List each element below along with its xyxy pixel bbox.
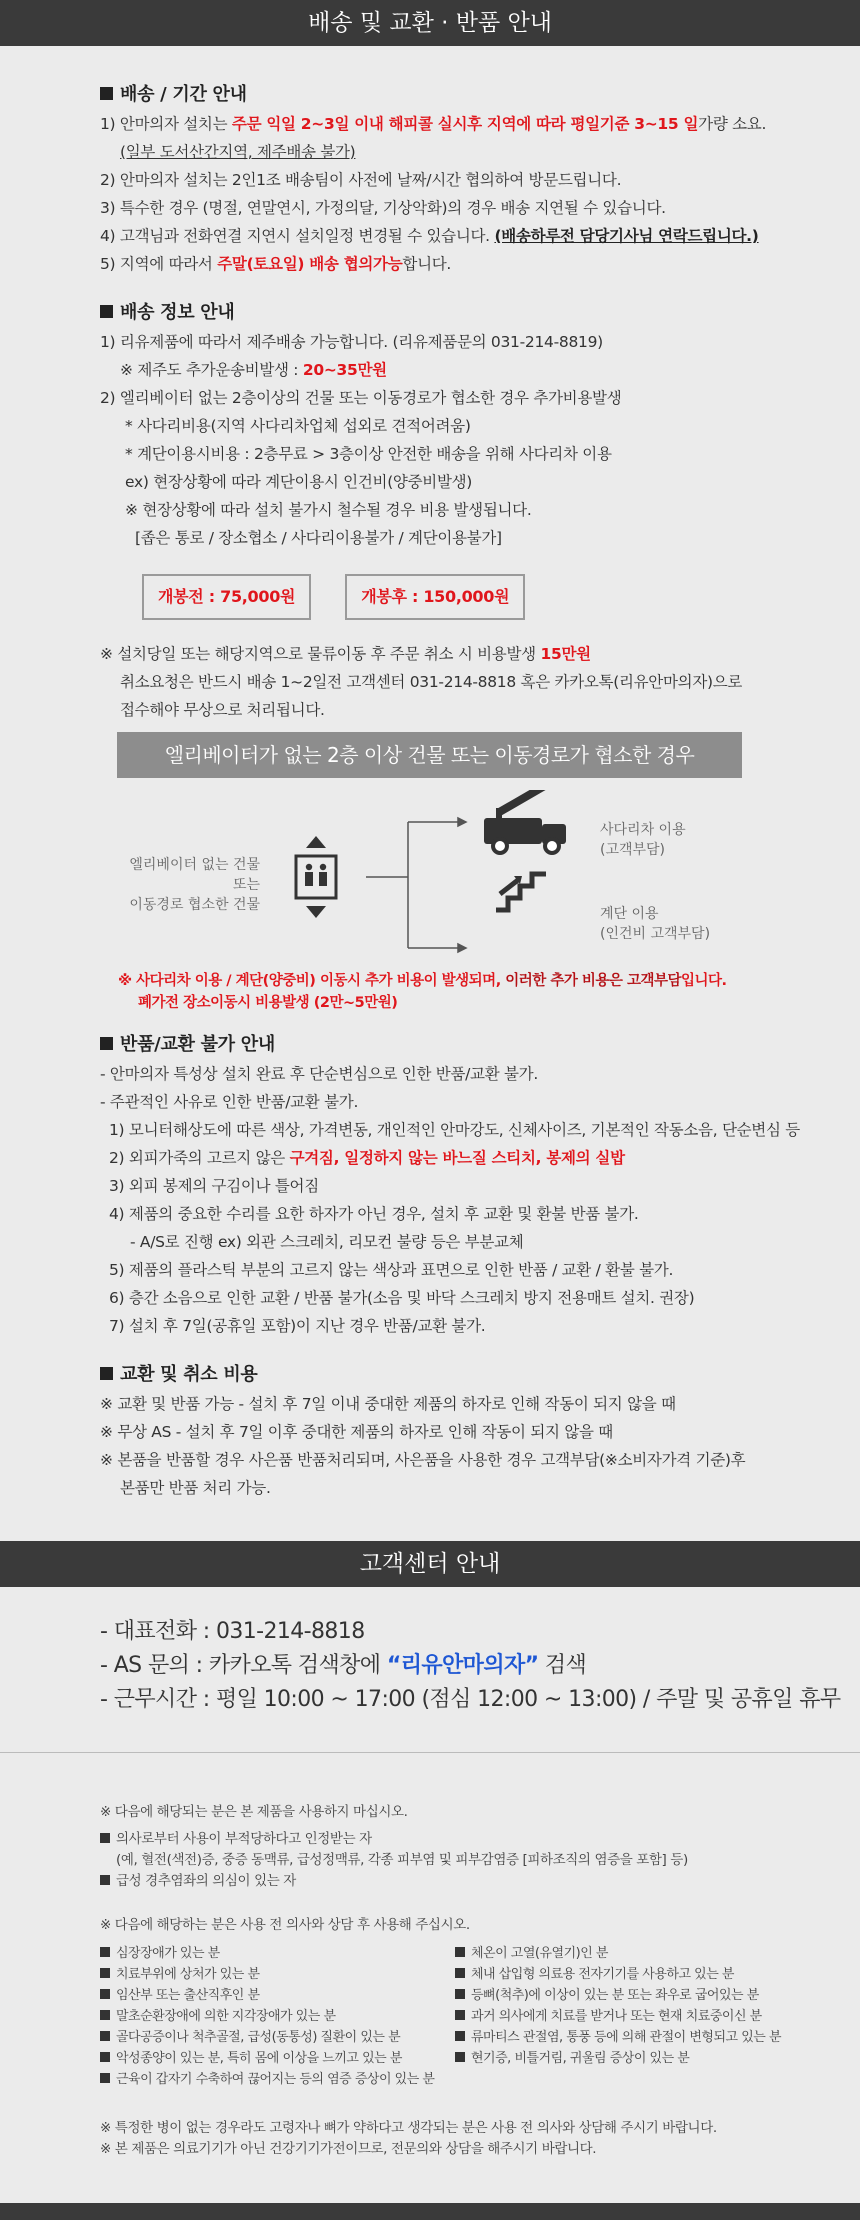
- caution-list-left: [100, 1943, 455, 2090]
- delivery-info-line-2: 2) 엘리베이터 없는 2층이상의 건물 또는 이동경로가 협소한 경우 추가비용발생: [100, 389, 622, 407]
- list-item: 등뼈(척추)에 이상이 있는 분 또는 좌우로 굽어있는 분: [455, 1985, 810, 2006]
- cancel-fee-note: ※ 설치당일 또는 해당지역으로 물류이동 후 주문 취소 시 비용발생 15만원: [100, 645, 591, 663]
- square-bullet-icon: [100, 87, 113, 100]
- extra-cost-note: ※ 사다리차 이용 / 계단(양중비) 이동시 추가 비용이 발생되며, 이러한 추가 비용은 고객부담입니다. 폐가전 장소이동시 비용발생 (2만~5만원): [118, 973, 727, 1011]
- exchange-line-1: ※ 교환 및 반품 가능 - 설치 후 7일 이내 중대한 제품의 하자로 인해 작동이 되지 않을 때: [100, 1395, 676, 1413]
- stairs-cost-note: * 계단이용시비용 : 2층무료 > 3층이상 안전한 배송을 위해 사다리차 이용: [125, 445, 612, 463]
- caution-block-1: ※ 다음에 해당되는 분은 본 제품을 사용하지 마십시오. 의사로부터 사용이 부적당하다고 인정받는 자 (예, 혈전(색전)증, 중증 동맥류, 급성정맥류, 각종 피부염 및 피부감염증 [피하조직의 염증을 포함] 등) 급성 경추염좌의 의심이 있는 자: [100, 1804, 688, 1889]
- diagram-svg: [0, 790, 860, 970]
- delivery-info-heading: 배송 정보 안내: [100, 298, 830, 328]
- elevator-icon: [296, 836, 336, 918]
- customer-center-title: 고객센터 안내: [0, 1541, 860, 1587]
- list-item: 말초순환장애에 의한 지각장애가 있는 분: [100, 2006, 455, 2027]
- delivery-line-5: 5) 지역에 따라서 주말(토요일) 배송 협의가능합니다.: [100, 255, 452, 273]
- list-item: 과거 의사에게 치료를 받거나 또는 현재 치료중이신 분: [455, 2006, 810, 2027]
- exchange-line-4: 본품만 반품 처리 가능.: [120, 1479, 271, 1497]
- ladder-truck-label: 사다리차 이용 (고객부담): [600, 822, 686, 858]
- square-bullet-icon: [100, 1367, 113, 1380]
- cancel-request-note-2: 접수해야 무상으로 처리됩니다.: [120, 701, 325, 719]
- delivery-line-2: 2) 안마의자 설치는 2인1조 배송팀이 사전에 날짜/시간 협의하여 방문드립니다.: [100, 171, 622, 189]
- delivery-heading: 배송 / 기간 안내: [100, 80, 830, 110]
- delivery-info-line-1: 1) 리유제품에 따라서 제주배송 가능합니다. (리유제품문의 031-214-8819): [100, 333, 603, 351]
- returns-line-2: - 주관적인 사유로 인한 반품/교환 불가.: [100, 1093, 359, 1111]
- jeju-extra-cost: ※ 제주도 추가운송비발생 : 20~35만원: [120, 361, 387, 379]
- returns-item-4: 4) 제품의 중요한 수리를 요한 하자가 아닌 경우, 설치 후 교환 및 환불 반품 불가.: [109, 1205, 639, 1223]
- square-bullet-icon: [100, 1833, 110, 1843]
- returns-item-7: 7) 설치 후 7일(공휴일 포함)이 지난 경우 반품/교환 불가.: [109, 1317, 486, 1335]
- list-item: 악성종양이 있는 분, 특히 몸에 이상을 느끼고 있는 분: [100, 2048, 455, 2069]
- delivery-line-1: 1) 안마의자 설치는 주문 익일 2~3일 이내 해피콜 실시후 지역에 따라 평일기준 3~15 일가량 소요.: [100, 115, 767, 133]
- caution-list: [100, 1943, 820, 2090]
- returns-item-5: 5) 제품의 플라스틱 부분의 고르지 않는 색상과 표면으로 인한 반품 / 교환 / 환불 불가.: [109, 1261, 674, 1279]
- returns-item-4-sub: - A/S로 진행 ex) 외관 스크레치, 리모컨 불량 등은 부분교체: [130, 1233, 524, 1251]
- page-title: 배송 및 교환 · 반품 안내: [0, 0, 860, 46]
- returns-line-1: - 안마의자 특성상 설치 완료 후 단순변심으로 인한 반품/교환 불가.: [100, 1065, 538, 1083]
- elevator-banner: 엘리베이터가 없는 2층 이상 건물 또는 이동경로가 협소한 경우: [117, 732, 742, 778]
- list-item: 현기증, 비틀거림, 귀울림 증상이 있는 분: [455, 2048, 810, 2069]
- square-bullet-icon: [100, 1875, 110, 1885]
- delivery-diagram: [0, 790, 860, 970]
- delivery-line-4: 4) 고객님과 전화연결 지연시 설치일정 변경될 수 있습니다. (배송하루전 담당기사님 연락드립니다.): [100, 227, 759, 245]
- cancel-request-note: 취소요청은 반드시 배송 1~2일전 고객센터 031-214-8818 혹은 카카오톡(리유안마의자)으로: [120, 673, 743, 691]
- withdrawal-conditions: [좁은 통로 / 장소협소 / 사다리이용불가 / 계단이용불가]: [135, 529, 502, 547]
- withdrawal-cost-note: ※ 현장상황에 따라 설치 불가시 철수될 경우 비용 발생됩니다.: [125, 501, 532, 519]
- returns-item-2: 2) 외피가죽의 고르지 않은 구겨짐, 일정하지 않는 바느질 스티치, 봉제의 실밥: [109, 1149, 625, 1167]
- square-bullet-icon: [100, 305, 113, 318]
- list-item: 체온이 고열(유열기)인 분: [455, 1943, 810, 1964]
- ladder-truck-icon: [484, 790, 566, 853]
- price-after-opening: 개봉후 : 150,000원: [345, 574, 525, 620]
- list-item: 류마티스 관절염, 통풍 등에 의해 관절이 변형되고 있는 분: [455, 2027, 810, 2048]
- caution-footer: ※ 특정한 병이 없는 경우라도 고령자나 뼈가 약하다고 생각되는 분은 사용 전 의사와 상담해 주시기 바랍니다. ※ 본 제품은 의료기기가 아닌 건강기기가전이므로, 전문의와 상담을 해주시기 바랍니다.: [100, 2120, 717, 2157]
- exchange-line-3: ※ 본품을 반품할 경우 사은품 반품처리되며, 사은품을 사용한 경우 고객부담(※소비자가격 기준)후: [100, 1451, 746, 1469]
- list-item: 골다공증이나 척추골절, 급성(동통성) 질환이 있는 분: [100, 2027, 455, 2048]
- price-before-opening: 개봉전 : 75,000원: [142, 574, 311, 620]
- connector-lines: [366, 818, 466, 952]
- list-item: 치료부위에 상처가 있는 분: [100, 1964, 455, 1985]
- returns-section: [0, 1030, 860, 1340]
- labor-cost-note: ex) 현장상황에 따라 계단이용시 인건비(양중비발생): [125, 473, 473, 491]
- ladder-cost-note: * 사다리비용(지역 사다리차업체 섭외로 견적어려움): [125, 417, 471, 435]
- delivery-line-3: 3) 특수한 경우 (명절, 연말연시, 가정의달, 기상악화)의 경우 배송 지연될 수 있습니다.: [100, 199, 666, 217]
- list-item: 체내 삽입형 의료용 전자기기를 사용하고 있는 분: [455, 1964, 810, 1985]
- stairs-label: 계단 이용 (인건비 고객부담): [600, 906, 711, 942]
- as-inquiry-line: - AS 문의 : 카카오톡 검색창에 “리유안마의자” 검색: [100, 1653, 587, 1678]
- bottom-bar: [0, 2203, 860, 2220]
- list-item: 심장장애가 있는 분: [100, 1943, 455, 1964]
- returns-item-1: 1) 모니터해상도에 따른 색상, 가격변동, 개인적인 안마강도, 신체사이즈, 기본적인 작동소음, 단순변심 등: [109, 1121, 800, 1139]
- delivery-line-1-sub: (일부 도서산간지역, 제주배송 불가): [120, 143, 356, 161]
- exchange-line-2: ※ 무상 AS - 설치 후 7일 이후 중대한 제품의 하자로 인해 작동이 되지 않을 때: [100, 1423, 613, 1441]
- returns-heading: 반품/교환 불가 안내: [100, 1030, 830, 1060]
- caution-list-right: [455, 1943, 810, 2090]
- list-item: 임산부 또는 출산직후인 분: [100, 1985, 455, 2006]
- customer-center-info: [100, 1615, 841, 1717]
- stairs-icon: [496, 874, 546, 910]
- list-item: 근육이 갑자기 수축하여 끊어지는 등의 염증 증상이 있는 분: [100, 2069, 455, 2090]
- phone-line: - 대표전화 : 031-214-8818: [100, 1619, 365, 1644]
- business-hours-line: - 근무시간 : 평일 10:00 ~ 17:00 (점심 12:00 ~ 13:00) / 주말 및 공휴일 휴무: [100, 1687, 841, 1712]
- exchange-heading: 교환 및 취소 비용: [100, 1360, 830, 1390]
- caution-head-2: ※ 다음에 해당하는 분은 사용 전 의사와 상담 후 사용해 주십시오.: [100, 1917, 470, 1933]
- square-bullet-icon: [100, 1037, 113, 1050]
- returns-item-6: 6) 층간 소음으로 인한 교환 / 반품 불가(소음 및 바닥 스크레치 방지 전용매트 설치. 권장): [109, 1289, 695, 1307]
- exchange-section: [0, 1360, 860, 1502]
- returns-item-3: 3) 외피 봉제의 구김이나 틀어짐: [109, 1177, 319, 1195]
- price-boxes: [142, 574, 830, 620]
- building-condition-label: 엘리베이터 없는 건물 또는 이동경로 협소한 건물: [129, 857, 260, 913]
- divider: [0, 1752, 860, 1753]
